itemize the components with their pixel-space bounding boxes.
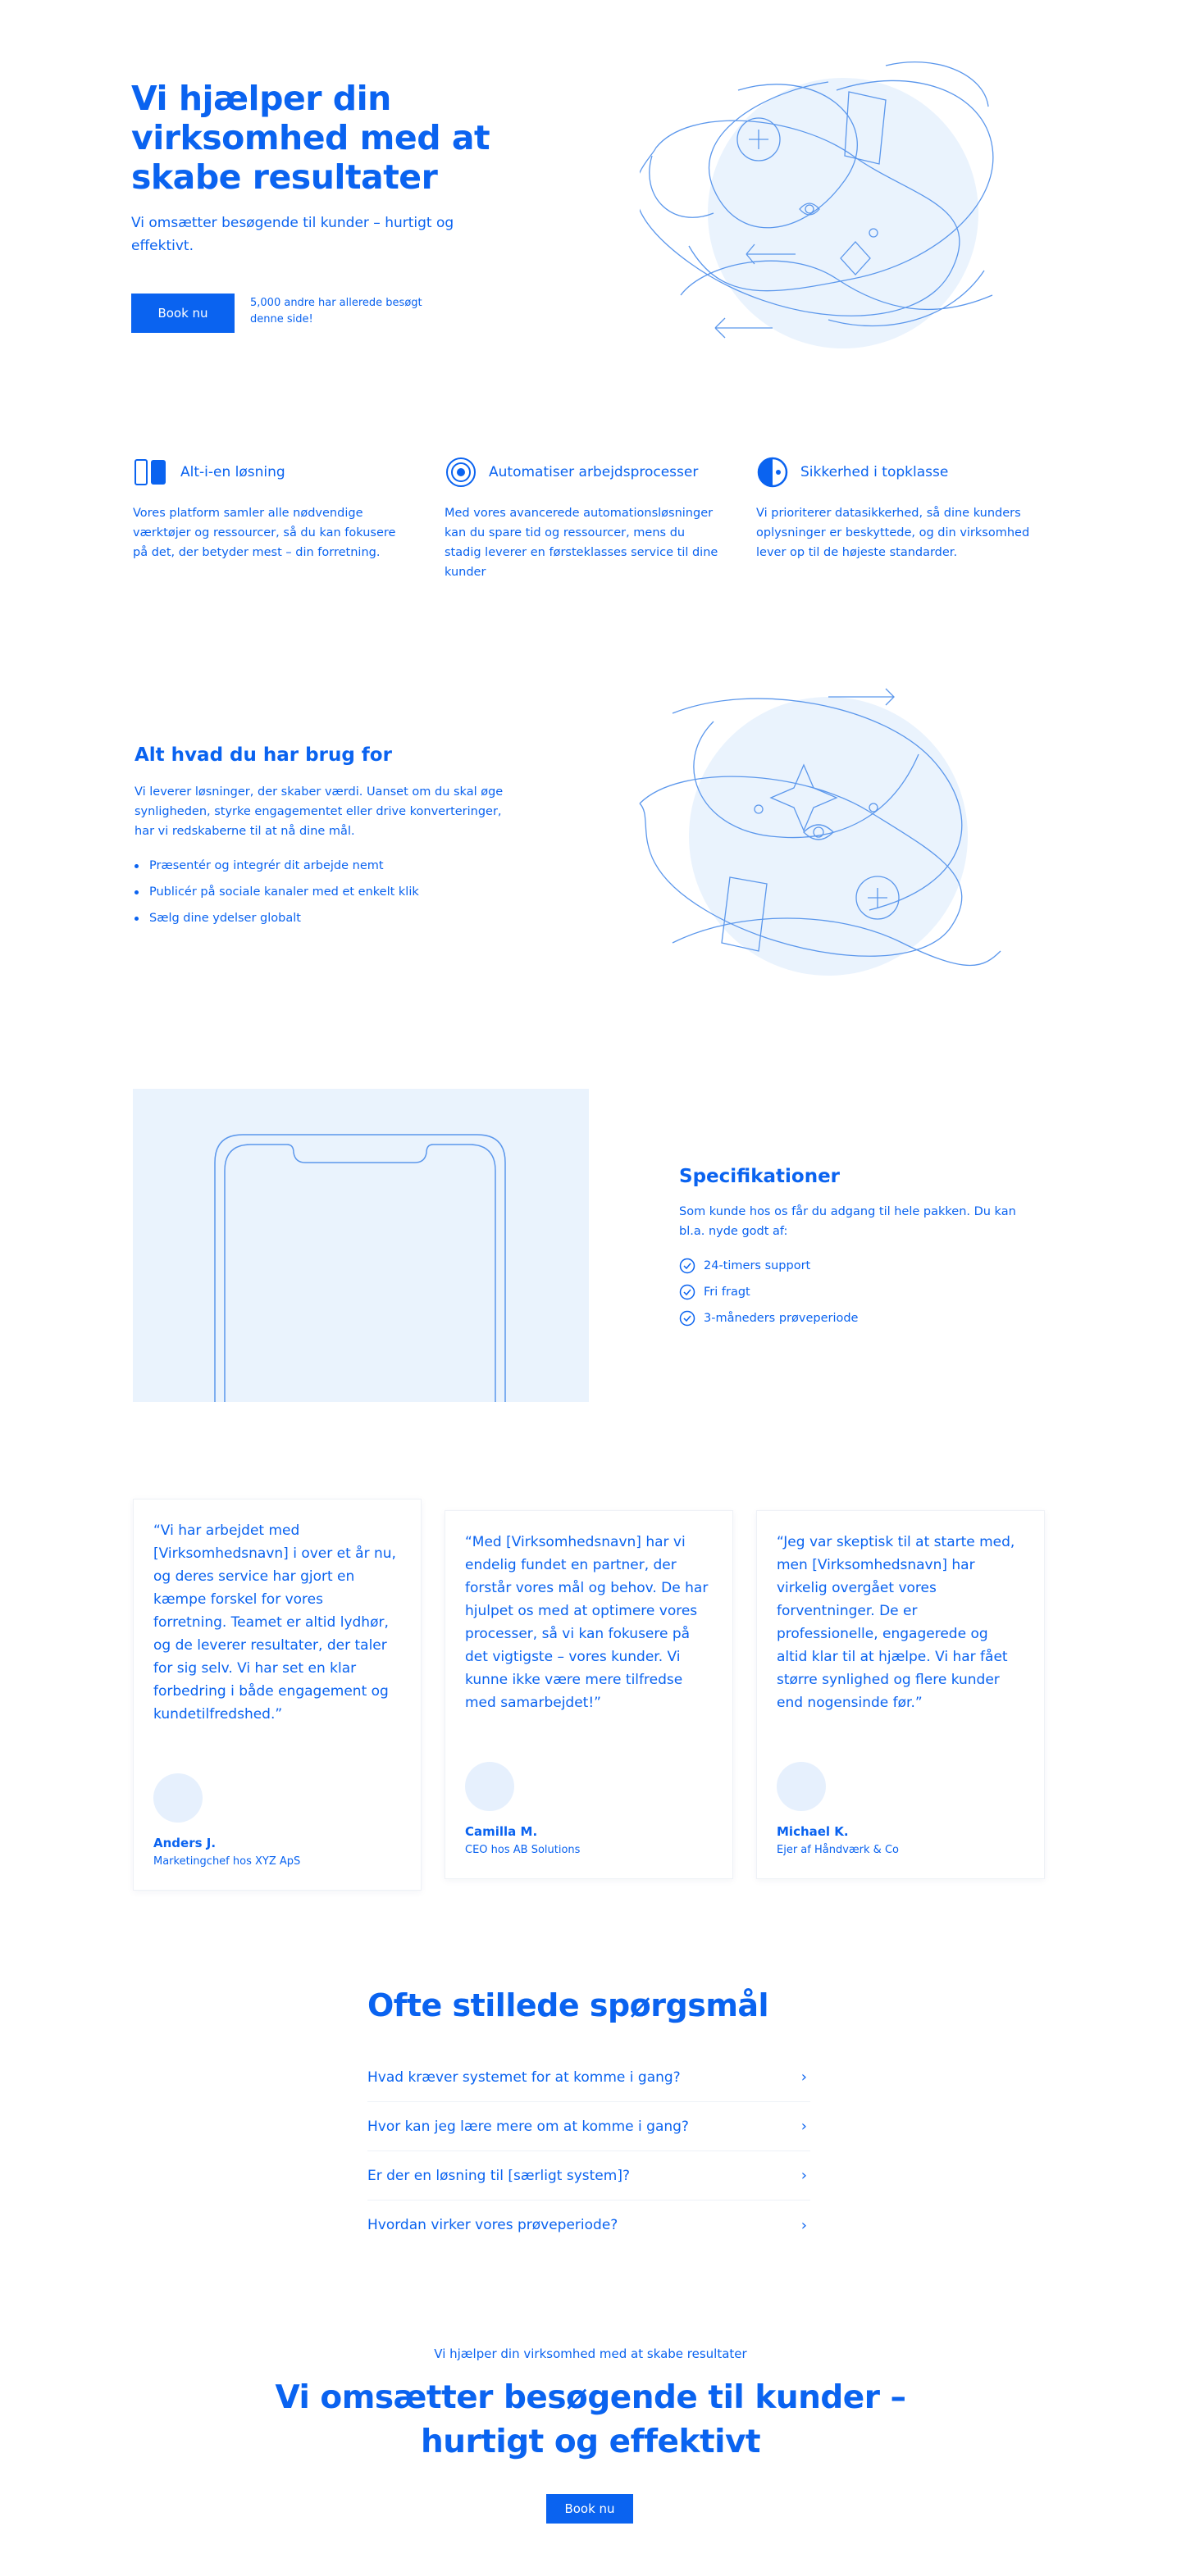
- testimonial-quote: “Med [Virksomhedsnavn] har vi endelig fundet en partner, der forstår vores mål og behov. De har hjulpet os med at optimere vores processer, så vi kan fokusere på det vigtigste – vores kunder. Vi kunne ikke være mere tilfredse med samarbejdet!”: [465, 1534, 709, 1711]
- chevron-right-icon: ›: [800, 2118, 807, 2135]
- book-now-button[interactable]: Book nu: [131, 294, 235, 333]
- specs-title: Specifikationer: [679, 1166, 841, 1187]
- feature-text: Med vores avancerede automationsløsninger kan du spare tid og ressourcer, mens du stadig leverer en førsteklasses service til dine kunder: [445, 507, 718, 579]
- list-item: [679, 1253, 858, 1279]
- testimonial-name: Anders J.: [153, 1836, 217, 1850]
- feature-text: Vi prioriterer datasikkerhed, så dine kunders oplysninger er beskyttede, og din virksomhed lever op til de højeste standarder.: [756, 507, 1030, 559]
- hero-title: Vi hjælper din virksomhed med at skabe resultater: [131, 79, 490, 197]
- chevron-right-icon: ›: [800, 2167, 807, 2184]
- list-item: Sælg dine ydelser globalt: [135, 905, 419, 931]
- cards-icon: [133, 457, 169, 487]
- faq-question: Hvor kan jeg lære mere om at komme i gang?: [367, 2118, 689, 2135]
- check-circle-icon: [679, 1284, 695, 1300]
- testimonial-card: [445, 1510, 733, 1879]
- target-icon: [445, 456, 477, 489]
- testimonial-role: Ejer af Håndværk & Co: [777, 1844, 899, 1856]
- feature-title: Alt-i-en løsning: [180, 464, 285, 480]
- check-circle-icon: [679, 1310, 695, 1327]
- list-item: Præsentér og integrér dit arbejde nemt: [135, 853, 419, 879]
- testimonial-name: Camilla M.: [465, 1824, 538, 1839]
- chevron-right-icon: ›: [800, 2216, 807, 2234]
- hero-subtitle: Vi omsætter besøgende til kunder – hurtigt og effektivt.: [131, 215, 454, 254]
- section-text: Vi leverer løsninger, der skaber værdi. Uanset om du skal øge synligheden, styrke engagementet eller drive konverteringer, har vi redskaberne til at nå dine mål.: [135, 785, 504, 838]
- feature-title: Automatiser arbejdsprocesser: [489, 464, 699, 480]
- testimonial-card: [133, 1499, 422, 1891]
- phone-outline: [133, 1089, 589, 1402]
- specs-text: Som kunde hos os får du adgang til hele pakken. Du kan bl.a. nyde godt af:: [679, 1205, 1016, 1238]
- avatar: [777, 1762, 826, 1811]
- book-now-button[interactable]: Book nu: [546, 2494, 633, 2524]
- faq-item[interactable]: [367, 2201, 810, 2250]
- testimonial-name: Michael K.: [777, 1824, 849, 1839]
- section-title: Alt hvad du har brug for: [135, 744, 392, 766]
- spec-item-label: 3-måneders prøveperiode: [704, 1312, 859, 1325]
- check-circle-icon: [679, 1258, 695, 1274]
- cta-overline: Vi hjælper din virksomhed med at skabe resultater: [434, 2346, 747, 2361]
- visitor-count-note: 5,000 andre har allerede besøgt denne side!: [250, 297, 422, 325]
- feature-all-in-one: [133, 456, 412, 562]
- chevron-right-icon: ›: [800, 2069, 807, 2086]
- list-item: [679, 1279, 858, 1305]
- avatar: [465, 1762, 514, 1811]
- avatar: [153, 1773, 203, 1823]
- faq-question: Er der en løsning til [særligt system]?: [367, 2167, 630, 2184]
- faq-question: Hvordan virker vores prøveperiode?: [367, 2217, 618, 2233]
- section-illustration: [623, 680, 1009, 992]
- testimonial-quote: “Vi har arbejdet med [Virksomhedsnavn] i over et år nu, og deres service har gjort en kæmpe forskel for vores forretning. Teamet er altid lydhør, og de leverer resultater, der taler for sig selv. Vi har set en klar forbedring i både engagement og kundetilfredshed.”: [153, 1522, 396, 1723]
- list-item: [679, 1305, 858, 1331]
- hero-illustration: [640, 57, 1017, 353]
- testimonial-role: CEO hos AB Solutions: [465, 1844, 581, 1856]
- faq-list: [367, 2053, 810, 2250]
- feature-automation: [445, 456, 723, 582]
- testimonial-role: Marketingchef hos XYZ ApS: [153, 1855, 301, 1868]
- testimonial-card: [756, 1510, 1045, 1879]
- faq-title: Ofte stillede spørgsmål: [367, 1987, 769, 2023]
- faq-item[interactable]: [367, 2053, 810, 2102]
- list-item: Publicér på sociale kanaler med et enkelt klik: [135, 879, 419, 905]
- faq-question: Hvad kræver systemet for at komme i gang?: [367, 2069, 681, 2086]
- phone-mockup-panel: [133, 1089, 589, 1402]
- faq-item[interactable]: [367, 2102, 810, 2151]
- half-circle-icon: [756, 456, 789, 489]
- spec-item-label: Fri fragt: [704, 1286, 750, 1299]
- testimonial-quote: “Jeg var skeptisk til at starte med, men [Virksomhedsnavn] har virkelig overgået vores forventninger. De er professionelle, engagerede og altid klar til at hjælpe. Vi har fået større synlighed og flere kunder end nogensinde før.”: [777, 1534, 1015, 1711]
- faq-item[interactable]: [367, 2151, 810, 2201]
- feature-security: [756, 456, 1035, 562]
- feature-title: Sikkerhed i topklasse: [800, 464, 949, 480]
- specs-list: [679, 1253, 858, 1331]
- spec-item-label: 24-timers support: [704, 1259, 811, 1272]
- cta-title: Vi omsætter besøgende til kunder – hurtigt og effektivt: [275, 2379, 906, 2460]
- feature-text: Vores platform samler alle nødvendige værktøjer og ressourcer, så du kan fokusere på det, der betyder mest – din forretning.: [133, 507, 396, 559]
- feature-bullet-list: [135, 853, 419, 931]
